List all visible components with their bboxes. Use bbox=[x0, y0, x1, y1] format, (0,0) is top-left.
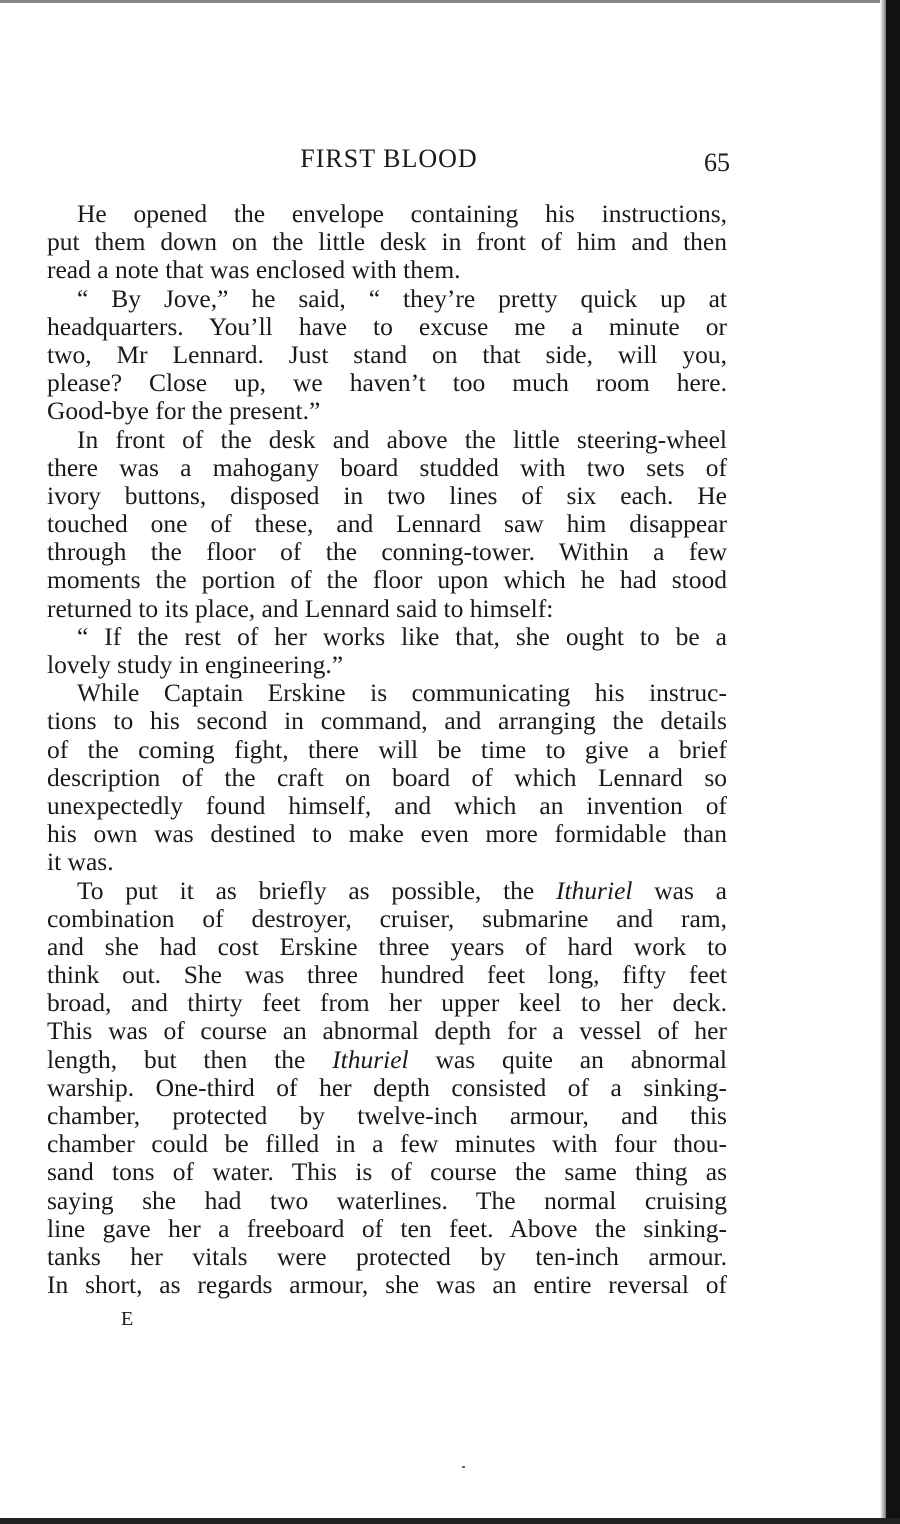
print-speck bbox=[462, 1466, 465, 1468]
text-line: broad, and thirty feet from her upper keel to her deck. bbox=[47, 988, 727, 1018]
signature-mark: E bbox=[121, 1308, 135, 1330]
page-edge-right bbox=[886, 0, 900, 1524]
text-line: sand tons of water. This is of course the same thing as bbox=[47, 1157, 727, 1187]
ship-name: Ithuriel bbox=[332, 1044, 409, 1074]
text-line: This was of course an abnormal depth for a vessel of her bbox=[47, 1016, 727, 1046]
text-line: tanks her vitals were protected by ten-inch armour. bbox=[47, 1241, 727, 1271]
text-line: it was. bbox=[47, 847, 114, 877]
text-fragment: To put it as briefly as possible, the bbox=[77, 875, 535, 905]
text-line: please? Close up, we haven’t too much room here. bbox=[47, 368, 727, 398]
text-line-with-italic bbox=[47, 877, 727, 905]
running-title: FIRST BLOOD bbox=[300, 144, 478, 173]
text-line: chamber, protected by twelve-inch armour, and this bbox=[47, 1101, 727, 1130]
page-edge-bottom bbox=[0, 1518, 900, 1524]
text-fragment: length, but then the bbox=[47, 1044, 306, 1074]
page-edge-top bbox=[0, 0, 900, 3]
text-line: tions to his second in command, and arranging the details bbox=[47, 706, 727, 736]
running-head bbox=[48, 144, 730, 184]
text-line: chamber could be filled in a few minutes with four thou- bbox=[47, 1129, 727, 1159]
text-line: In front of the desk and above the little steering-wheel bbox=[77, 424, 727, 454]
text-line: moments the portion of the floor upon which he had stood bbox=[47, 565, 727, 595]
text-line: read a note that was enclosed with them. bbox=[47, 255, 461, 285]
text-line: two, Mr Lennard. Just stand on that side, will you, bbox=[47, 339, 727, 369]
text-line-with-italic bbox=[47, 1046, 727, 1074]
page-number: 65 bbox=[704, 148, 730, 177]
text-body bbox=[47, 200, 727, 1299]
text-fragment: was quite an abnormal bbox=[435, 1044, 727, 1074]
text-line: through the floor of the conning-tower. Within a few bbox=[47, 537, 727, 567]
text-line: description of the craft on board of which Lennard so bbox=[47, 762, 727, 792]
text-line: saying she had two waterlines. The normal cruising bbox=[47, 1185, 727, 1215]
text-line: headquarters. You’ll have to excuse me a minute or bbox=[47, 311, 727, 341]
text-line: warship. One-third of her depth consisted of a sinking- bbox=[47, 1072, 727, 1102]
text-line: and she had cost Erskine three years of hard work to bbox=[47, 931, 727, 961]
text-line: touched one of these, and Lennard saw him disappear bbox=[47, 509, 727, 539]
text-line: put them down on the little desk in front of him and then bbox=[47, 227, 727, 257]
text-line: line gave her a freeboard of ten feet. Above the sinking- bbox=[47, 1213, 727, 1243]
text-line: of the coming fight, there will be time to give a brief bbox=[47, 734, 727, 764]
text-line: combination of destroyer, cruiser, submarine and ram, bbox=[47, 903, 727, 933]
text-line: Good-bye for the present.” bbox=[47, 396, 321, 426]
text-line: While Captain Erskine is communicating his instruc- bbox=[77, 678, 727, 708]
text-line: “ If the rest of her works like that, she ought to be a bbox=[77, 621, 727, 651]
text-line: lovely study in engineering.” bbox=[47, 650, 344, 679]
text-line: He opened the envelope containing his instructions, bbox=[77, 199, 727, 228]
text-fragment: was a bbox=[654, 875, 727, 905]
text-line: think out. She was three hundred feet long, fifty feet bbox=[47, 960, 727, 990]
ship-name: Ithuriel bbox=[555, 875, 633, 905]
text-line: unexpectedly found himself, and which an invention of bbox=[47, 790, 727, 820]
text-line: In short, as regards armour, she was an entire reversal of bbox=[47, 1270, 727, 1300]
text-line: his own was destined to make even more formidable than bbox=[47, 819, 727, 849]
text-line: “ By Jove,” he said, “ they’re pretty quick up at bbox=[77, 283, 727, 313]
text-line: returned to its place, and Lennard said to himself: bbox=[47, 593, 554, 623]
text-line: there was a mahogany board studded with two sets of bbox=[47, 452, 727, 482]
text-line: ivory buttons, disposed in two lines of six each. He bbox=[47, 480, 727, 510]
